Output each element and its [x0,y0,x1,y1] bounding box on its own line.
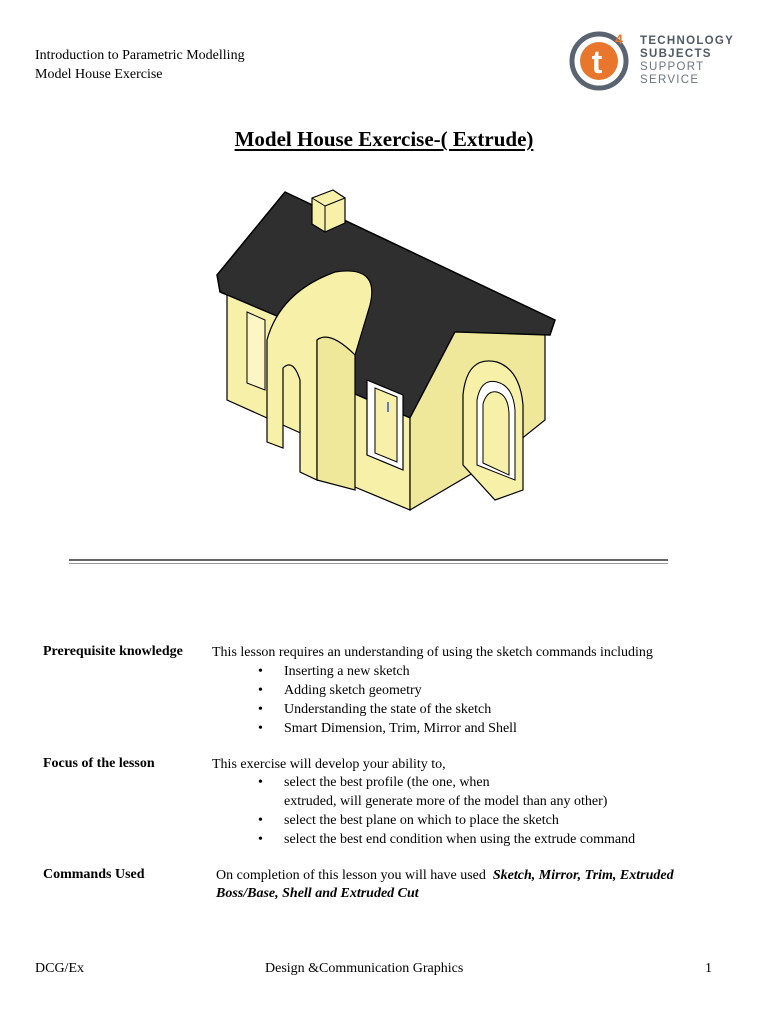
list-item: • select the best plane on which to place the sketch [284,811,635,830]
logo-line-subjects: SUBJECTS [640,48,712,60]
page-title: Model House Exercise-( Extrude) [234,127,534,151]
commands-list-line1: Sketch, Mirror, Trim, Extruded [492,868,674,883]
logo-line-service: SERVICE [640,74,700,86]
list-item: • Adding sketch geometry [284,681,517,700]
header-exercise-title: Model House Exercise [35,67,163,82]
document-header [35,46,245,84]
t4-logo-icon [568,28,634,94]
commands-intro: On completion of this lesson you will have used [216,868,486,883]
focus-label: Focus of the lesson [43,756,155,771]
list-item: • select the best profile (the one, when [284,773,490,792]
logo-wordmark [640,35,734,87]
section-divider-thin [69,563,668,564]
header-course-title: Introduction to Parametric Modelling [35,48,245,63]
focus-list-continuation: extruded, will generate more of the model than any other) [284,794,608,809]
prerequisite-label: Prerequisite knowledge [43,644,183,659]
prerequisite-list [284,662,517,738]
footer-page-number: 1 [705,961,712,976]
list-item: • Inserting a new sketch [284,662,517,681]
logo-mark: t [591,44,603,80]
model-house-illustration [205,180,575,520]
prerequisite-intro: This lesson requires an understanding of using the sketch commands including [212,645,653,660]
t4-logo [568,28,740,94]
footer-code: DCG/Ex [35,961,84,976]
house-chimney [312,190,345,232]
commands-label: Commands Used [43,867,145,882]
commands-text [216,866,716,885]
logo-line-technology: TECHNOLOGY [640,35,735,47]
list-item: • Understanding the state of the sketch [284,700,517,719]
focus-list [284,773,490,792]
logo-line-support: SUPPORT [640,61,705,73]
section-divider [69,559,668,561]
focus-list-rest [284,811,635,849]
footer-subject: Design &Communication Graphics [265,961,464,976]
focus-intro: This exercise will develop your ability to, [212,757,446,772]
commands-list-line2: Boss/Base, Shell and Extruded Cut [216,886,419,901]
logo-superscript: 4 [615,31,623,47]
list-item: • select the best end condition when using the extrude command [284,830,635,849]
list-item: • Smart Dimension, Trim, Mirror and Shell [284,719,517,738]
